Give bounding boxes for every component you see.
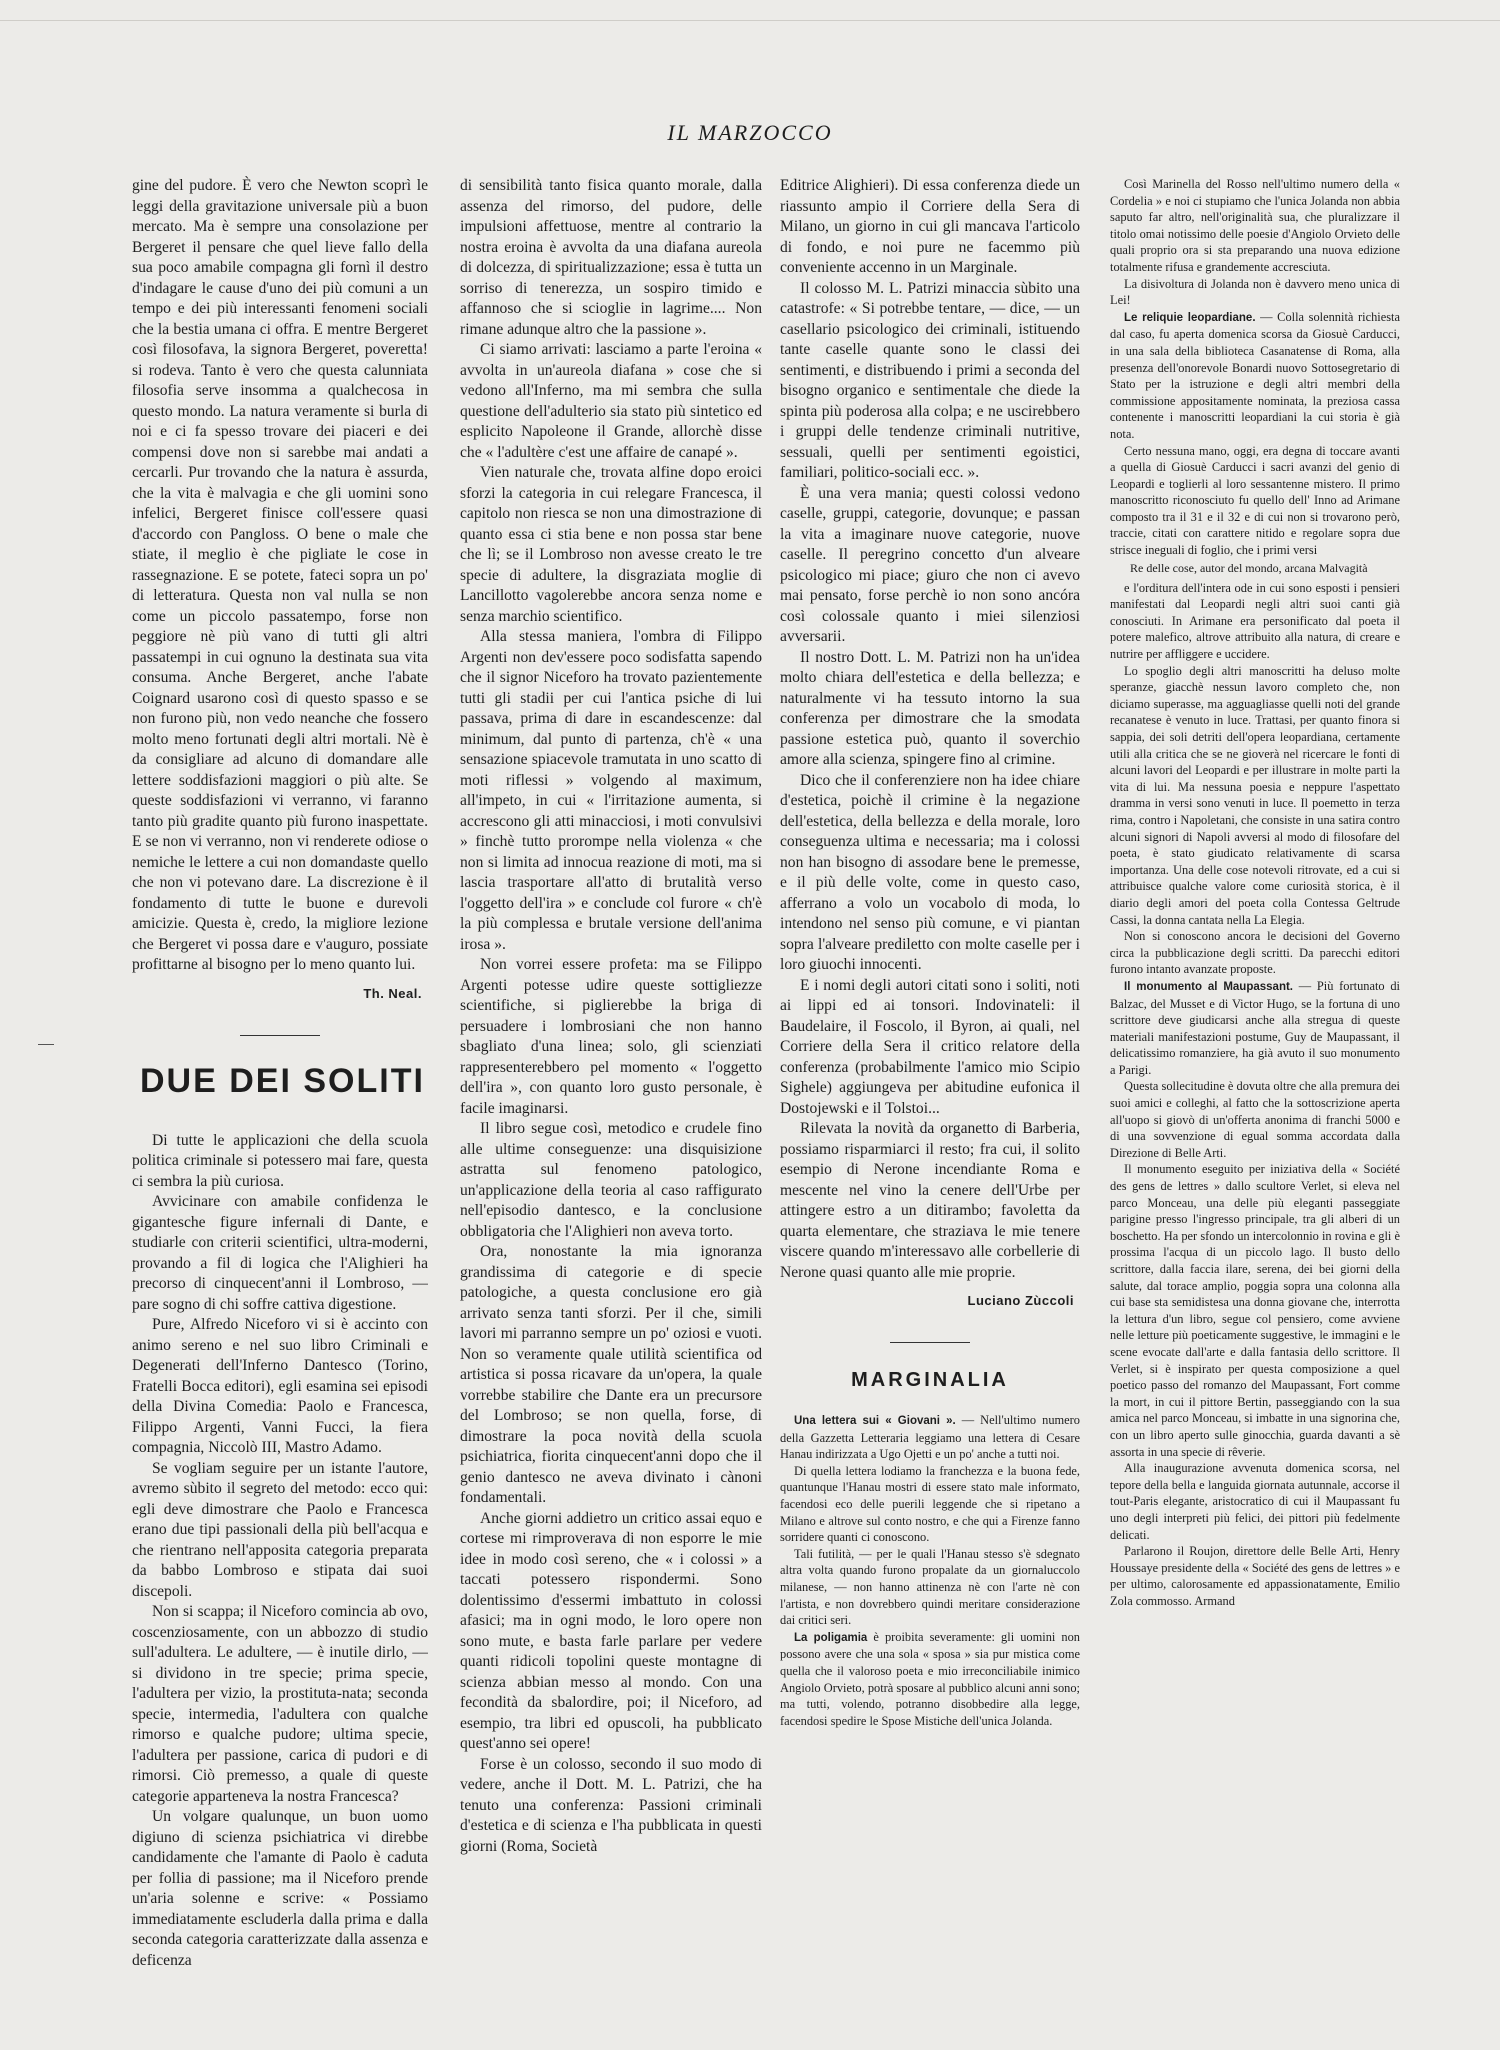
article-paragraph: Avvicinare con amabile confidenza le gigantesche figure infernali di Dante, e studiarle con criterii scientifici, ultra-moderni, provando a fil di logica che l'Alighieri ha precorso di cinquecent'anni il Lombroso, — pare sogno di chi soffre cattiva digestione. bbox=[132, 1193, 428, 1313]
article-paragraph: Non si scappa; il Niceforo comincia ab ovo, coscenziosamente, con un abbozzo di studio sull'adultera. Le adultere, — è inutile dirlo, — si dividono in tre specie; prima specie, l'adultera per vizio, la prostituta-nata; seconda specie, intermedia, l'adultera con qualche rimorso e qualche pudore; ultima specie, l'adultera per passione, carica di pudori e di rimorsi. Ciò premesso, a quale di queste categorie apparteneva la nostra Francesca? bbox=[132, 1603, 428, 1805]
divider bbox=[240, 1035, 320, 1036]
registration-mark bbox=[38, 1044, 54, 1045]
note-text: Il monumento eseguito per iniziativa della « Société des gens de lettres » dallo scultore Verlet, si eleva nel parco Monceau, una delle più eleganti passeggiate parigine presso l'ingresso principale, tra gli alberi di un boschetto. Ha per sfondo un intercolonnio in rovina e gli è prossima l'acqua di un piccolo lago. Il busto dello scrittore, dalla faccia ilare, serena, dei bei giorni della salute, dal torace amplio, poggia sopra una colonna alla cui base sta semidistesa una donna giovane che, interrotta la lettura d'un libro, segue col pensiero, come avviene nelle letture più poeticamente suggestive, le immagini e le scene evocate dall'arte e dalla fantasia dello scrittore. Il Verlet, si è inspirato per questa composizione a quel poetico passo del romanzo del Maupassant, Fort comme la mort, in cui il pittore Bertin, passeggiando con la sua amica nel parco Monceau, si imbatte in una signorina che, con un libro aperto sulle ginocchia, guarda davanti a sè assorta in una specie di rêverie. bbox=[1110, 1162, 1400, 1459]
page-header: IL MARZOCCO bbox=[667, 120, 833, 145]
article-paragraph: Vien naturale che, trovata alfine dopo eroici sforzi la categoria in cui relegare Francesca, il capitolo non riesca se non una dimostrazione di quanto essa ci stia bene e non possa star bene che lì; se il Lombroso non avesse creato le tre specie di adultere, la disgraziata moglie di Lancillotto vagolerebbe ancora senza nome e senza marchio scientifico. bbox=[460, 464, 762, 625]
note-text: Così Marinella del Rosso nell'ultimo numero della « Cordelia » e noi ci stupiamo che l'unica Jolanda non abbia saputo far altro, nell'originalità sua, che pluralizzare il titolo omai notissimo delle poesie d'Angiolo Orvieto delle quali proprio ora si sta preparando una nuova edizione totalmente rifusa e grandemente accresciuta. bbox=[1110, 177, 1400, 274]
note-heading: La poligamia bbox=[794, 1631, 868, 1644]
note-text: e l'orditura dell'intera ode in cui sono esposti i pensieri manifestati dal Leopardi negli altri suoi canti già conosciuti. In Arimane era personificato dal poeta il potere malefico, altrove attribuito alla natura, di creare e nutrire per affliggere e uccidere. bbox=[1110, 580, 1400, 662]
note-text: Lo spoglio degli altri manoscritti ha deluso molte speranze, giacchè nessun lavoro completo che, non diciamo superasse, ma agguagliasse quelli noti del grande recanatese è venuto in luce. Trattasi, per quanto finora si sappia, dei soli detriti dell'opera leopardiana, certamente utili alla critica che se ne gioverà nel ricercare le fonti di alcuni lavori del Leopardi e per illustrare in molte parti la vita di lui. Ma nessuna poesia e neppure l'aspettato dramma in versi sono venuti in luce. Il poemetto in terza rima, contro i Napoletani, che consiste in una satira contro alcuni signori di Napoli avversi al modo di filosofare del poeta, è stato giudicato relativamente di scarsa importanza. Una delle cose notevoli ritrovate, ed a cui si attribuisce qualche valore come curiosità storica, è il diario degli amori del poeta colla Contessa Geltrude Cassi, la donna cantata nella La Elegia. bbox=[1110, 663, 1400, 927]
column-1 bbox=[132, 176, 428, 2036]
divider bbox=[890, 1342, 970, 1343]
note-text: Di quella lettera lodiamo la franchezza e la buona fede, quantunque l'Hanau mostri di essere stato male informato, facendosi eco delle puerili leggende che si ripetano a Milano e altrove sul conto nostro, e che qui a Firenze fanno sorridere quanti ci conoscono. bbox=[780, 1463, 1080, 1545]
note-text: Parlarono il Roujon, direttore delle Belle Arti, Henry Houssaye presidente della « Société des gens de lettres » e per ultimo, calorosamente ed appassionatamente, Emilio Zola commosso. Armand bbox=[1110, 1544, 1400, 1608]
article-paragraph: Anche giorni addietro un critico assai equo e cortese mi rimproverava di non esporre le mie idee in modo così sereno, che « i colossi » a taccati potessero rispondermi. Sono dolentissimo d'essermi imbattuto in colossi afasici; ma in ogni modo, le loro opere non sono mute, e basta farle parlare per vedere quanti ridicoli topolini queste montagne di scienza abbian messo al mondo. Con una fecondità da sbalordire, poi; il Niceforo, ad esempio, tra libri ed opuscoli, ha pubblicato quest'anno sei opere! bbox=[460, 1509, 762, 1752]
article-paragraph: Pure, Alfredo Niceforo vi si è accinto con animo sereno e nel suo libro Criminali e Degenerati dell'Inferno Dantesco (Torino, Fratelli Bocca editori), egli esamina sei episodi della Divina Comedia: Paolo e Francesca, Filippo Argenti, Vanni Fucci, la fiera compagnia, Niccolò III, Mastro Adamo. bbox=[132, 1316, 428, 1456]
marginalia-notes bbox=[780, 1412, 1080, 1729]
article-paragraph: Il nostro Dott. L. M. Patrizi non ha un'idea molto chiara dell'estetica e della bellezza; e naturalmente vi ha tessuto intorno la sua conferenza per dimostrare che la smodata passione estetica può, quanto il soverchio amore alla scienza, spingere fino al crimine. bbox=[780, 648, 1080, 768]
column-4 bbox=[1110, 176, 1400, 2036]
verse-quote: Re delle cose, autor del mondo, arcana Malvagità bbox=[1130, 560, 1368, 575]
article-paragraph: di sensibilità tanto fisica quanto morale, dalla assenza del rimorso, del pudore, delle impulsioni affettuose, mentre al contrario la nostra eroina è avvolta da una diafana aureola di dolcezza, di spiritualizzazione; essa è tutta un sorriso di tenerezza, un sospiro timido e affannoso che si scioglie in lagrime.... Non rimane adunque altro che la passione ». bbox=[460, 177, 762, 338]
article-paragraph: Non vorrei essere profeta: ma se Filippo Argenti potesse udire queste sottigliezze scientifiche, si piglierebbe la briga di persuadere i lombrosiani che non hanno sbagliato d'una linea; solo, gli scienziati rappresenterebbero pel momento « l'oggetto dell'ira », con quanto loro gusto personale, è facile imaginarsi. bbox=[460, 956, 762, 1117]
article-title: DUE DEI SOLITI bbox=[140, 1061, 425, 1100]
note-text: — Nell'ultimo numero della Gazzetta Letteraria leggiamo una lettera di Cesare Hanau indirizzata a Ugo Ojetti e un po' anche a tutti noi. bbox=[780, 1413, 1080, 1462]
article-paragraph: gine del pudore. È vero che Newton scoprì le leggi della gravitazione universale più a buon mercato. Ma è sempre una consolazione per Bergeret il pensare che quel lieve fallo della sua poco amabile compagna gli fornì il destro d'indagare le cause d'uno dei più comuni a un tempo e dei più interessanti fenomeni sociali che la bestia umana ci offra. E mentre Bergeret così filosofava, la signora Bergeret, poveretta! si rodeva. Tanto è vero che questa calunniata filosofia serve insomma a qualchecosa in questo mondo. La natura veramente si burla di noi e ci fa spesso trovare dei piaceri e dei compensi dove non si sarebbe mai andati a cercarli. Pur trovando che la natura è assurda, che la vita è malvagia e che gli uomini sono infelici, Bergeret finisce coll'essere quasi d'accordo con Pangloss. O bene o male che stiate, il meglio è che pigliate le cose in rassegnazione. E se potete, fateci sopra un po' di letteratura. Questa non val nulla se non come un piccolo passatempo, forse non peggiore nè più vano di tutti gli altri passatempi in cui ognuno la destinata sua vita consuma. Anche Bergeret, anche l'abate Coignard usarono così di questo spasso e se non furono più, non vedo neanche che fossero molto meno fortunati degli altri mortali. Nè è da consigliare ad alcuno di domandare alle lettere soddisfazioni maggiori o più alte. Se queste soddisfazioni vi verranno, vi faranno tanto più gradite quanto più furono inaspettate. E se non vi verranno, non vi renderete odiose o nemiche le lettere a cui non domandaste quello che non vi potevano dare. La discrezione è il fondamento di tutte le buone e durevoli amicizie. Questa è, credo, la migliore lezione che Bergeret vi possa dare e v'auguro, possiate profittarne al bisogno per lo meno quanto lui. bbox=[132, 177, 428, 973]
note-heading: Le reliquie leopardiane. bbox=[1124, 311, 1256, 324]
article-paragraph: Il libro segue così, metodico e crudele fino alle ultime conseguenze: una disquisizione astratta sul fenomeno patologico, un'applicazione della teoria al caso raffigurato nell'episodio dantesco, e la conclusione obbligatoria che l'Alighieri non aveva torto. bbox=[460, 1120, 762, 1240]
article-paragraph: E i nomi degli autori citati sono i soliti, noti ai lippi ed ai tonsori. Indovinateli: il Baudelaire, il Foscolo, il Byron, ai quali, nel Corriere della Sera il critico relatore della conferenza (probabilmente l'amico mio Scipio Sighele) aggiungeva per abitudine eufonica il Dostojewski e il Tolstoi... bbox=[780, 976, 1080, 1117]
note-text: Non si conoscono ancora le decisioni del Governo circa la pubblicazione degli scritti. Da parecchi editori furono intanto avanzate proposte. bbox=[1110, 929, 1400, 977]
scan-edge bbox=[0, 20, 1500, 21]
article-paragraph: Un volgare qualunque, un buon uomo digiuno di scienza psichiatrica vi direbbe candidamente che l'amante di Paolo è caduta per follia di passione; ma il Niceforo prende un'aria solenne e scrive: « Possiamo immediatamente escluderla dalla prima e dalla seconda categoria caratterizzate dalla assenza e deficenza bbox=[132, 1808, 428, 1969]
note-text: La disivoltura di Jolanda non è davvero meno unica di Lei! bbox=[1110, 276, 1400, 308]
article-paragraph: Forse è un colosso, secondo il suo modo di vedere, anche il Dott. M. L. Patrizi, che ha tenuto una conferenza: Passioni criminali d'estetica e di scienza e l'ha pubblicata in questi giorni (Roma, Società bbox=[460, 1755, 762, 1855]
note-text: è proibita severamente: gli uomini non possono avere che una sola « sposa » sia pur mistica come quella che il valoroso poeta e mio irreconciliabile inimico Angiolo Orvieto, potrà sposare al pubblico alcuni anni sono; ma tutti, volendo, potranno disobbedire alla legge, facendosi spedire le Spose Mistiche dell'unica Jolanda. bbox=[780, 1629, 1080, 1728]
note-text: Alla inaugurazione avvenuta domenica scorsa, nel tepore della bella e languida giornata autunnale, accorse il tout-Paris elegante, aristocratico di cui il Maupassant fu uno degli interpreti più felici, dei pittori più fedelmente delicati. bbox=[1110, 1461, 1400, 1542]
signature-luciano-zuccoli: Luciano Zùccoli bbox=[967, 1293, 1074, 1308]
note-text: — Più fortunato di Balzac, del Musset e di Victor Hugo, se la fortuna di uno scrittore deve giudicarsi anche alla stregua di queste materiali manifestazioni postume, Guy de Maupassant, il delicatissimo romanziere, ha già avuto il suo monumento a Parigi. bbox=[1110, 978, 1400, 1077]
note-text: Questa sollecitudine è dovuta oltre che alla premura dei suoi amici e colleghi, al fatto che la sottoscrizione aperta all'uopo si giovò di un'offerta anonima di franchi 5000 e di una sovvenzione di egual somma accordata dalla Direzione di Belle Arti. bbox=[1110, 1079, 1400, 1160]
note-heading: Una lettera sui « Giovani ». bbox=[794, 1415, 956, 1427]
article-paragraph: Editrice Alighieri). Di essa conferenza diede un riassunto ampio il Corriere della Sera di Milano, un giorno in cui gli mancava l'articolo di fondo, e noi pure ne facemmo più conveniente accenno in un Marginale. bbox=[780, 177, 1080, 276]
column-3 bbox=[780, 176, 1080, 2036]
article-paragraph: Alla stessa maniera, l'ombra di Filippo Argenti non dev'essere poco sodisfatta sapendo che il signor Niceforo ha trovato pazientemente tutti gli stadii per cui l'antica psiche di lui passava, prima di dare in escandescenze: dal minimum, dal punto di partenza, ch'è « una sensazione spiacevole tramutata in uno scatto di moti riflessi » volgendo al maximum, all'impeto, in cui « l'irritazione aumenta, si accrescono gli atti minacciosi, i moti convulsivi » finchè tutto prorompe nella violenza « che non si limita ad innocua reazione di moti, ma si lascia trasportare all'atto di brutalità verso l'oggetto dell'ira » e conclude col furore « ch'è la più complessa e brutale versione dell'anima irosa ». bbox=[460, 628, 762, 953]
article-paragraph: Ci siamo arrivati: lasciamo a parte l'eroina « avvolta in un'aureola diafana » cose che si vedono all'Inferno, ma mi sembra che sulla questione dell'adulterio sia stato più sintetico ed esplicito Napoleone il Grande, allorchè disse che « l'adultère c'est une affaire de canapé ». bbox=[460, 341, 762, 461]
signature-th-neal: Th. Neal. bbox=[363, 985, 422, 1001]
article-paragraph: Se vogliam seguire per un istante l'autore, avremo sùbito il segreto del metodo: ecco qui: egli deve dimostrare che Paolo e Francesca erano due tipi passionali della più bell'acqua e che rientrano nell'apposita categoria preparata da babbo Lombroso e stipata dai suoi discepoli. bbox=[132, 1459, 428, 1600]
article-paragraph: Il colosso M. L. Patrizi minaccia sùbito una catastrofe: « Si potrebbe tentare, — dice, — un casellario psicologico dei criminali, istituendo tante caselle quante sono le classi dei sentimenti, e distribuendo i primi a seconda del bisogno organico e sentimentale che diede la spinta più poderosa alla colpa; e ne uscirebbero i gruppi delle tendenze criminali nutritive, sessuali, quelli per sentimenti egoistici, familiari, politico-sociali ecc. ». bbox=[780, 279, 1080, 481]
note-heading: Il monumento al Maupassant. bbox=[1124, 980, 1293, 993]
article-paragraph: Di tutte le applicazioni che della scuola politica criminale si potessero mai fare, questa ci sembra la più curiosa. bbox=[132, 1131, 428, 1190]
marginalia-title: MARGINALIA bbox=[851, 1369, 1009, 1391]
note-text: Certo nessuna mano, oggi, era degna di toccare avanti a quella di Giosuè Carducci i sacri avanzi del genio di Leopardi e toglierli al loro sessantenne mistero. Il primo manoscritto riconosciuto fu quello dell' Inno ad Arimane composto tra il 31 e il 32 e di cui non si trovarono però, traccie, citati con carattere nitido e regolare sopra due strisce ineguali di foglio, che i primi versi bbox=[1110, 443, 1400, 558]
column-2 bbox=[460, 176, 762, 2036]
article-paragraph: Dico che il conferenziere non ha idee chiare d'estetica, poichè il crimine è la negazione dell'estetica, della bellezza e della morale, loro conseguenza ultima e necessaria; ma i colossi non han bisogno di assodare bene le premesse, e il più delle volte, come in questo caso, afferrano a volo un vocabolo di moda, lo intendono nel senso più comune, e vi piantan sopra l'alveare prediletto con molte caselle per i loro giuochi innocenti. bbox=[780, 771, 1080, 973]
note-text: Tali futilità, — per le quali l'Hanau stesso s'è sdegnato altra volta quando furono propalate da un giornaluccolo milanese, — non hanno attinenza nè con l'arte nè con l'artista, e non dovrebbero quindi meritare considerazione dai critici seri. bbox=[780, 1546, 1080, 1628]
article-paragraph: Ora, nonostante la mia ignoranza grandissima di categorie e di specie patologiche, a questa conclusione ero già arrivato senza tanti sforzi. Per il che, simili lavori mi parranno sempre un po' oziosi e vuoti. Non so veramente quale utilità scientifica od artistica si possa ricavare da un'opera, la quale vorrebbe stabilire che Dante era un precursore del Lombroso; se non quella, forse, di dimostrare la poca novità della scuola psichiatrica, fiorita cinquecent'anni dopo che il genio dantesco ne aveva divinato i cànoni fondamentali. bbox=[460, 1243, 762, 1506]
note-text: — Colla solennità richiesta dal caso, fu aperta domenica scorsa da Giosuè Carducci, in una sala della biblioteca Casanatense di Roma, alla presenza dell'onorevole Bonardi nuovo Sottosegretario di Stato per la istruzione e degli altri membri della commissione appositamente nominata, la preziosa cassa contenente i manoscritti leopardiani la cui storia è già nota. bbox=[1110, 309, 1400, 441]
article-paragraph: Rilevata la novità da organetto di Barberia, possiamo risparmiarci il resto; fra cui, il solito esempio di Nerone incendiante Roma e mescente nel vino la cenere dell'Urbe per attingere estro a un ditirambo; favoletta da quarta elementare, che straziava le mie tenere viscere quando m'interessavo alle corbellerie di Nerone quasi quanto alle mie proprie. bbox=[780, 1120, 1080, 1281]
article-paragraph: È una vera mania; questi colossi vedono caselle, gruppi, categorie, dovunque; e passan la vita a imaginare nuove categorie, nuove caselle. Il peregrino concetto d'un alveare psicologico mi piace; giuro che non ci avevo mai pensato, forse perchè io non sono ancóra così colossale quanto i miei silenziosi avversarii. bbox=[780, 484, 1080, 645]
